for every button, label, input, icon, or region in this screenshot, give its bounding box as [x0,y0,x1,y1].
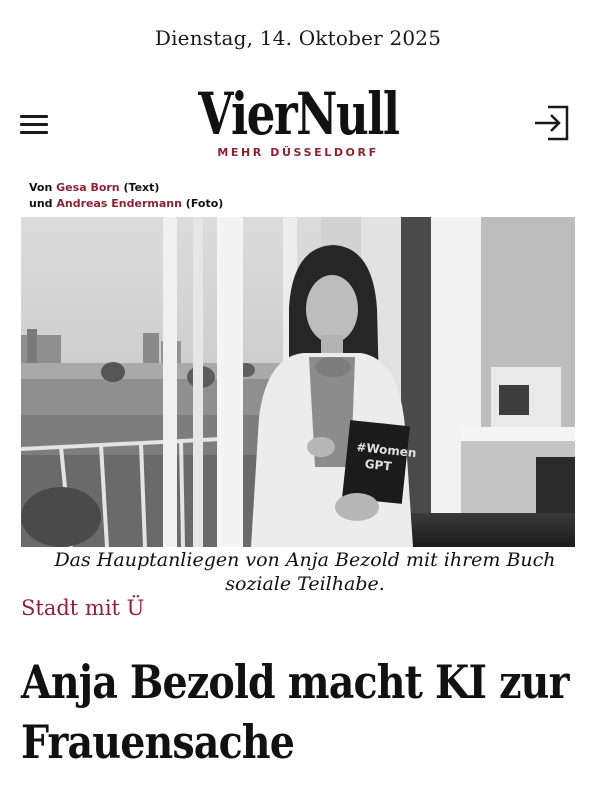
site-logo[interactable] [0,80,596,159]
credit-und-label: und [29,197,53,210]
current-date: Dienstag, 14. Oktober 2025 [154,26,442,50]
headline-line-2: Frauensache [21,715,295,769]
logo-title: VierNull [197,80,399,148]
credit-von-label: Von [29,181,53,194]
book-title-line1: #Women [355,439,418,461]
photographer-role: (Foto) [185,197,224,210]
photo-caption [40,548,570,596]
book-title-line2: GPT [364,456,393,474]
article-headline [21,652,569,772]
headline-line-1: Anja Bezold macht KI zur [21,655,569,709]
author-role: (Text) [123,181,160,194]
category-link[interactable]: Stadt mit Ü [21,596,145,620]
article-photo [21,217,575,547]
caption-line-2: soziale Teilhabe. [225,573,385,595]
article-credits [29,180,223,212]
caption-line-1: Das Hauptanliegen von Anja Bezold mit ihrem Buch [54,549,556,571]
login-icon[interactable] [534,104,570,142]
author-link[interactable]: Gesa Born [56,181,120,194]
photographer-link[interactable]: Andreas Endermann [56,197,182,210]
logo-subtitle: MEHR DÜSSELDORF [217,146,379,159]
